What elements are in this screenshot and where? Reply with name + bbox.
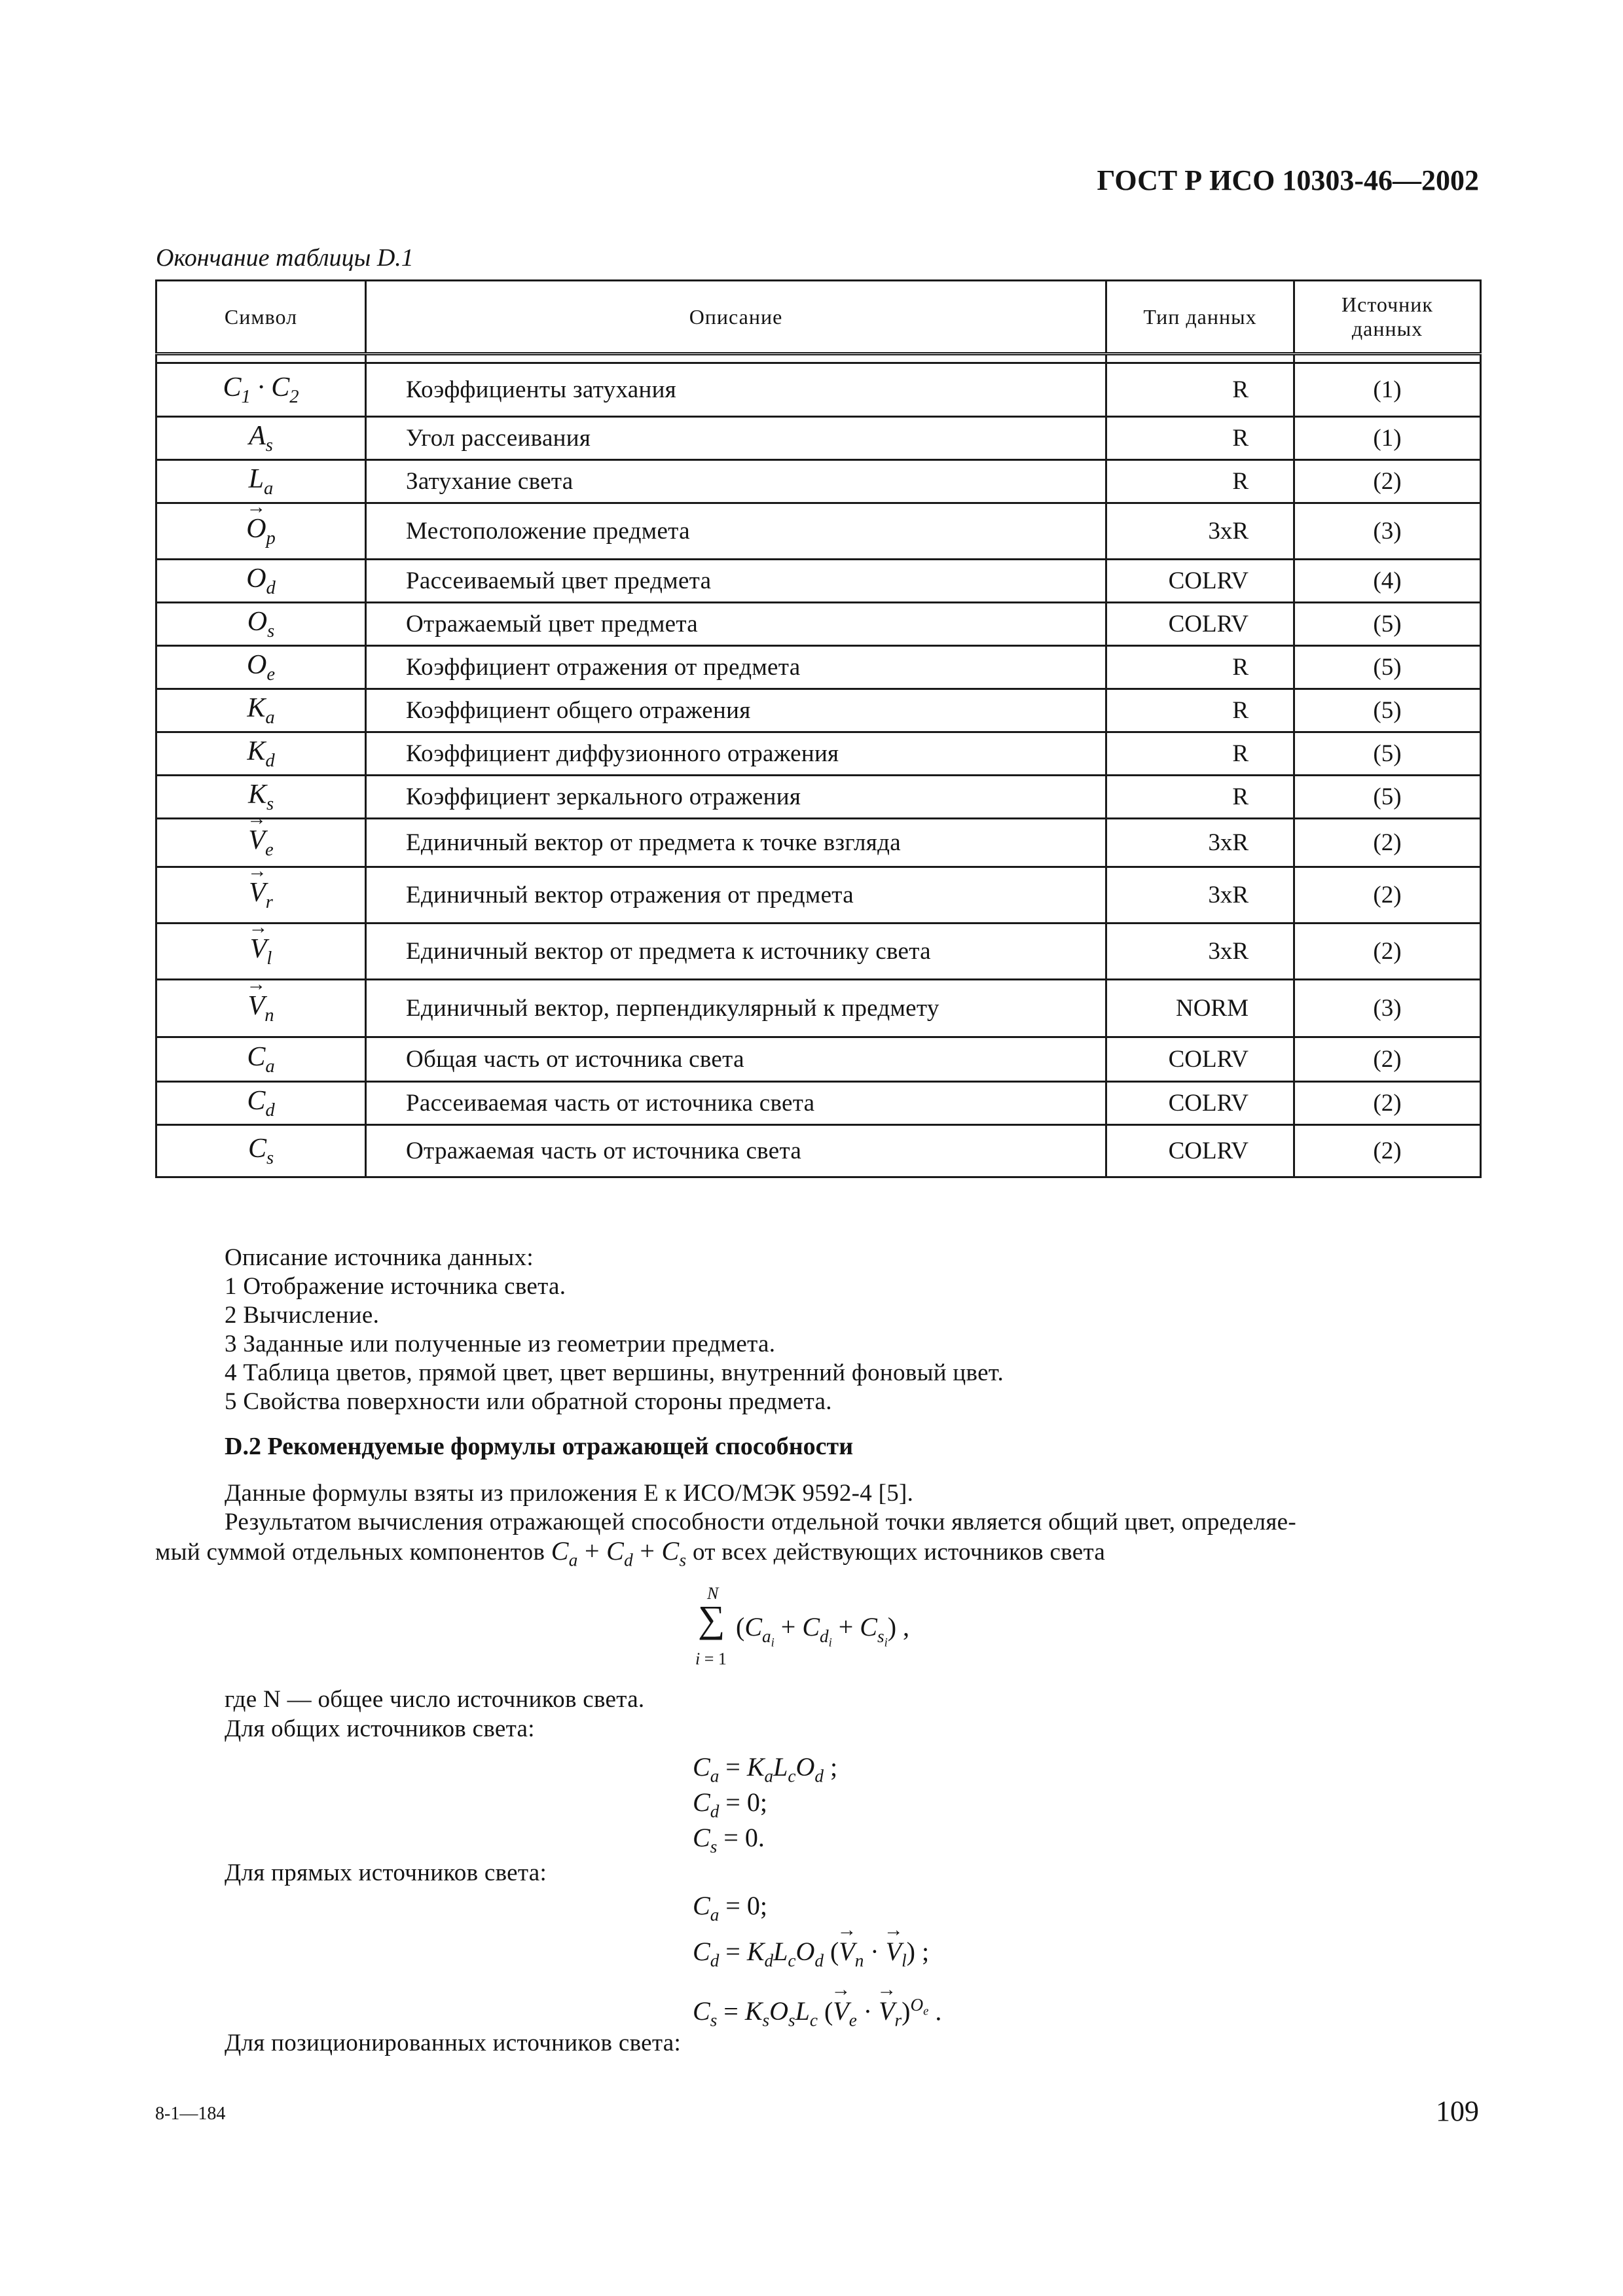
data-source-cell: (3) bbox=[1294, 503, 1481, 560]
note-item: 3 Заданные или полученные из геометрии предмета. bbox=[225, 1331, 776, 1357]
symbol-text: $C_a$ bbox=[247, 1042, 275, 1077]
table-row bbox=[156, 417, 1481, 460]
description-cell: Затухание света bbox=[366, 460, 1106, 503]
data-source-cell: (2) bbox=[1294, 460, 1481, 503]
symbol-text: $C_d$ bbox=[247, 1086, 275, 1121]
header-type: Тип данных bbox=[1106, 281, 1294, 354]
table-row bbox=[156, 1082, 1481, 1125]
paragraph-result-line2 bbox=[155, 1537, 1105, 1575]
description-cell: Отражаемая часть от источника света bbox=[366, 1125, 1106, 1177]
table-header-row bbox=[156, 281, 1481, 354]
description-cell: Коэффициент общего отражения bbox=[366, 689, 1106, 732]
symbol-text: → $O_p$ bbox=[246, 514, 276, 544]
data-source-cell: (1) bbox=[1294, 417, 1481, 460]
header-source-line2: данных bbox=[1351, 317, 1423, 340]
data-type-cell: 3xR bbox=[1106, 503, 1294, 560]
data-source-cell: (5) bbox=[1294, 646, 1481, 689]
data-source-cell: (5) bbox=[1294, 603, 1481, 646]
description-cell: Коэффициенты затухания bbox=[366, 363, 1106, 417]
formula-direct-cd: $C_d = K_dL_cO_d$ (→ $V_n$ · → $V_l$) ; bbox=[693, 1936, 929, 1971]
data-source-cell: (5) bbox=[1294, 689, 1481, 732]
formula-ambient-cs: $C_s = 0$. bbox=[693, 1823, 765, 1857]
description-cell: Единичный вектор от предмета к точке взгляда bbox=[366, 819, 1106, 867]
data-source-cell: (2) bbox=[1294, 924, 1481, 980]
symbol-text: $C_1 \cdot C_2$ bbox=[223, 372, 299, 407]
data-source-cell: (2) bbox=[1294, 1082, 1481, 1125]
data-type-cell: COLRV bbox=[1106, 1125, 1294, 1177]
table-row bbox=[156, 363, 1481, 417]
sum-sign: ∑ bbox=[698, 1598, 725, 1640]
data-type-cell: 3xR bbox=[1106, 819, 1294, 867]
description-cell: Коэффициент отражения от предмета bbox=[366, 646, 1106, 689]
description-cell: Рассеиваемая часть от источника света bbox=[366, 1082, 1106, 1125]
symbol-text: → $V_r$ bbox=[249, 878, 273, 908]
table-row bbox=[156, 1037, 1481, 1082]
table-row bbox=[156, 732, 1481, 776]
page-number: 109 bbox=[1436, 2095, 1479, 2127]
table-row bbox=[156, 503, 1481, 560]
description-cell: Единичный вектор, перпендикулярный к предмету bbox=[366, 980, 1106, 1037]
data-source-cell: (2) bbox=[1294, 1125, 1481, 1177]
section-heading: D.2 Рекомендуемые формулы отражающей способности bbox=[225, 1433, 854, 1460]
data-type-cell: 3xR bbox=[1106, 867, 1294, 924]
data-source-cell: (5) bbox=[1294, 732, 1481, 776]
header-description: Описание bbox=[366, 281, 1106, 354]
description-cell: Коэффициент зеркального отражения bbox=[366, 776, 1106, 819]
table-body bbox=[156, 363, 1481, 1177]
symbol-text: $C_s$ bbox=[247, 1134, 274, 1168]
description-cell: Местоположение предмета bbox=[366, 503, 1106, 560]
paragraph-source: Данные формулы взяты из приложения Е к ИСО/МЭК 9592-4 [5]. bbox=[225, 1480, 914, 1507]
data-type-cell: COLRV bbox=[1106, 560, 1294, 603]
symbol-text: $A_s$ bbox=[249, 421, 273, 456]
symbol-text: $L_a$ bbox=[248, 464, 274, 499]
table-d1 bbox=[155, 279, 1482, 1178]
symbol-cell bbox=[156, 560, 366, 603]
symbol-cell bbox=[156, 1125, 366, 1177]
description-cell: Рассеиваемый цвет предмета bbox=[366, 560, 1106, 603]
symbol-cell bbox=[156, 980, 366, 1037]
data-source-cell: (2) bbox=[1294, 1037, 1481, 1082]
symbol-text: → $V_l$ bbox=[250, 934, 272, 964]
table-row bbox=[156, 1125, 1481, 1177]
symbol-cell bbox=[156, 646, 366, 689]
data-source-cell: (1) bbox=[1294, 363, 1481, 417]
components-formula: $C_a + C_d + C_s$ bbox=[551, 1536, 687, 1570]
symbol-cell bbox=[156, 732, 366, 776]
data-source-cell: (5) bbox=[1294, 776, 1481, 819]
symbol-cell bbox=[156, 603, 366, 646]
table-row bbox=[156, 646, 1481, 689]
symbol-text: → $V_n$ bbox=[248, 991, 274, 1021]
data-type-cell: R bbox=[1106, 363, 1294, 417]
table-caption: Окончание таблицы D.1 bbox=[156, 244, 414, 272]
direct-label: Для прямых источников света: bbox=[225, 1859, 547, 1886]
note-item: 1 Отображение источника света. bbox=[225, 1273, 566, 1300]
footer-code: 8-1—184 bbox=[155, 2104, 226, 2124]
table-header-separator bbox=[156, 354, 1481, 363]
paragraph-suffix: от всех действующих источников света bbox=[692, 1539, 1106, 1566]
paragraph-prefix: мый суммой отдельных компонентов bbox=[155, 1539, 545, 1566]
data-source-cell: (3) bbox=[1294, 980, 1481, 1037]
data-type-cell: COLRV bbox=[1106, 1037, 1294, 1082]
symbol-cell bbox=[156, 689, 366, 732]
notes-title: Описание источника данных: bbox=[225, 1244, 534, 1271]
header-source bbox=[1294, 281, 1481, 354]
ambient-label: Для общих источников света: bbox=[225, 1715, 535, 1742]
data-source-cell: (2) bbox=[1294, 819, 1481, 867]
description-cell: Единичный вектор от предмета к источнику света bbox=[366, 924, 1106, 980]
where-n: где N — общее число источников света. bbox=[225, 1686, 645, 1713]
symbol-cell bbox=[156, 867, 366, 924]
table-row bbox=[156, 560, 1481, 603]
sum-lower-limit: i = 1 bbox=[695, 1649, 727, 1668]
sum-body: $(C_{a_i} + C_{d_i} + C_{s_i})$ , bbox=[736, 1612, 910, 1649]
table-row bbox=[156, 924, 1481, 980]
symbol-cell bbox=[156, 1082, 366, 1125]
paragraph-result-line1: Результатом вычисления отражающей способности отдельной точки является общий цвет, определяе- bbox=[225, 1509, 1297, 1535]
data-type-cell: COLRV bbox=[1106, 1082, 1294, 1125]
description-cell: Отражаемый цвет предмета bbox=[366, 603, 1106, 646]
header-symbol: Символ bbox=[156, 281, 366, 354]
sum-upper-limit: N bbox=[707, 1584, 719, 1603]
data-type-cell: R bbox=[1106, 646, 1294, 689]
note-item: 5 Свойства поверхности или обратной стороны предмета. bbox=[225, 1388, 832, 1415]
symbol-text: $O_s$ bbox=[247, 607, 275, 641]
data-type-cell: 3xR bbox=[1106, 924, 1294, 980]
description-cell: Общая часть от источника света bbox=[366, 1037, 1106, 1082]
table-row bbox=[156, 603, 1481, 646]
note-item: 2 Вычисление. bbox=[225, 1302, 380, 1329]
symbol-cell bbox=[156, 924, 366, 980]
symbol-cell bbox=[156, 503, 366, 560]
symbol-cell bbox=[156, 417, 366, 460]
symbol-text: $K_s$ bbox=[247, 780, 274, 814]
description-cell: Единичный вектор отражения от предмета bbox=[366, 867, 1106, 924]
table-row bbox=[156, 776, 1481, 819]
description-cell: Коэффициент диффузионного отражения bbox=[366, 732, 1106, 776]
data-type-cell: R bbox=[1106, 732, 1294, 776]
data-source-cell: (4) bbox=[1294, 560, 1481, 603]
formula-ambient-ca: $C_a = K_aL_cO_d$ ; bbox=[693, 1752, 838, 1786]
data-type-cell: NORM bbox=[1106, 980, 1294, 1037]
symbol-text: $K_d$ bbox=[247, 736, 275, 771]
data-type-cell: R bbox=[1106, 776, 1294, 819]
table-row bbox=[156, 867, 1481, 924]
formula-ambient-cd: $C_d = 0$; bbox=[693, 1787, 767, 1821]
symbol-text: $O_d$ bbox=[246, 564, 276, 598]
document-header: ГОСТ Р ИСО 10303-46—2002 bbox=[1097, 164, 1479, 196]
data-type-cell: R bbox=[1106, 417, 1294, 460]
symbol-text: $K_a$ bbox=[247, 693, 275, 728]
data-type-cell: R bbox=[1106, 689, 1294, 732]
data-type-cell: COLRV bbox=[1106, 603, 1294, 646]
formula-direct-ca: $C_a = 0$; bbox=[693, 1891, 767, 1925]
symbol-text: → $V_e$ bbox=[248, 825, 273, 855]
symbol-cell bbox=[156, 1037, 366, 1082]
formula-direct-cs: $C_s = K_sO_sL_c$ (→ $V_e$ · → $V_r)^{O_e}$ . bbox=[693, 1995, 941, 2031]
table-row bbox=[156, 980, 1481, 1037]
symbol-text: $O_e$ bbox=[246, 650, 275, 685]
table-row bbox=[156, 460, 1481, 503]
sum-formula bbox=[694, 1584, 943, 1676]
data-type-cell: R bbox=[1106, 460, 1294, 503]
description-cell: Угол рассеивания bbox=[366, 417, 1106, 460]
header-source-line1: Источник bbox=[1341, 293, 1433, 316]
data-source-cell: (2) bbox=[1294, 867, 1481, 924]
symbol-cell bbox=[156, 363, 366, 417]
table-row bbox=[156, 819, 1481, 867]
note-item: 4 Таблица цветов, прямой цвет, цвет вершины, внутренний фоновый цвет. bbox=[225, 1359, 1004, 1386]
table-row bbox=[156, 689, 1481, 732]
positional-label: Для позиционированных источников света: bbox=[225, 2030, 682, 2056]
